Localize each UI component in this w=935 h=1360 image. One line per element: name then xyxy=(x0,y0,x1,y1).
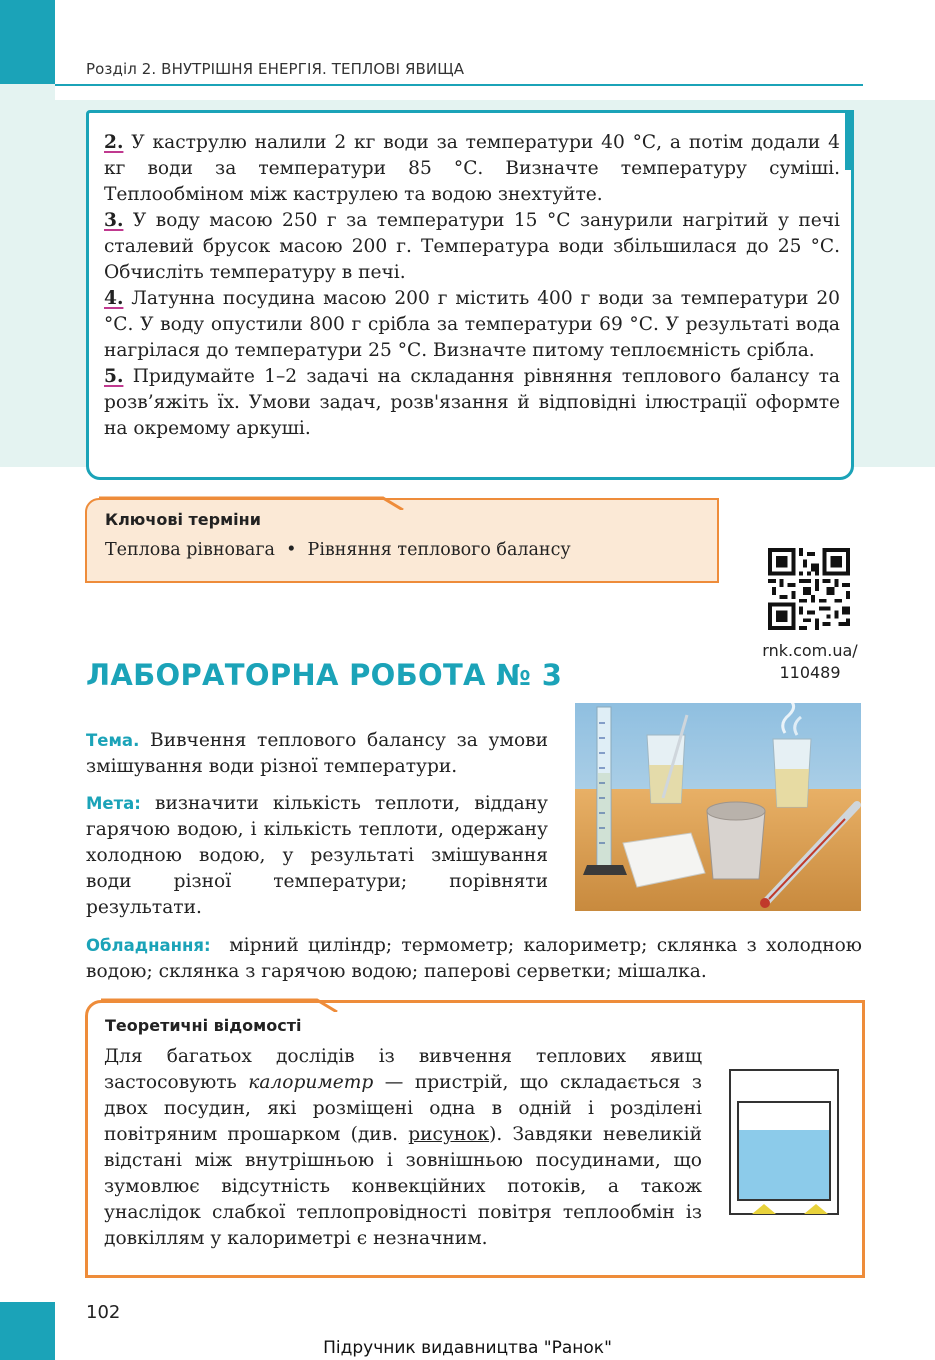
header-corner-tab xyxy=(0,0,55,84)
exercise-text: Придумайте 1–2 задачі на складання рівняння теплового балансу та розв’яжіть їх. Умови задач, розв'язання й відповідні ілюстрації оформте на окремому аркуші. xyxy=(104,366,840,439)
exercise-number: 2. xyxy=(104,132,124,153)
publisher-credit: Підручник видавництва "Ранок" xyxy=(323,1338,612,1358)
key-terms-tab-edge xyxy=(85,494,725,510)
topic-text: Вивчення теплового балансу за умови змішування води різної температури. xyxy=(86,730,548,777)
key-terms-title: Ключові терміни xyxy=(105,510,261,529)
section-title: Розділ 2. ВНУТРІШНЯ ЕНЕРГІЯ. ТЕПЛОВІ ЯВИЩА xyxy=(86,60,465,78)
exercise-text: Латунна посудина масою 200 г містить 400 г води за температури 20 °С. У воду опустили 800 г срібла за температури 69 °С. У результаті вода нагрілася до температури 25 °С. Визначте питому теплоємність срібла. xyxy=(104,288,840,361)
exercise-item xyxy=(104,208,840,286)
theory-text xyxy=(104,1044,702,1252)
lab-goal xyxy=(86,791,548,921)
exercise-text: У каструлю налили 2 кг води за температури 40 °С, а потім додали 4 кг води за температури 85 °С. Визначте температуру суміші. Теплообміном між каструлею та водою знехтуйте. xyxy=(104,132,840,205)
topic-label: Тема. xyxy=(86,731,140,750)
calorimeter-term: калориметр xyxy=(248,1072,374,1093)
lab-topic xyxy=(86,728,548,780)
key-terms-list xyxy=(105,540,571,560)
lab-equipment-photo xyxy=(575,703,861,911)
key-term: Теплова рівновага xyxy=(105,540,275,560)
qr-url-line: rnk.com.ua/ xyxy=(762,641,858,660)
qr-code-icon[interactable] xyxy=(768,548,850,630)
goal-text: визначити кількість теплоти, віддану гарячою водою, і кількість теплоти, одержану холодною водою, у результаті змішування води різної температури; порівняти результати. xyxy=(86,793,548,918)
exercise-item xyxy=(104,364,840,442)
equipment-text: мірний циліндр; термометр; калориметр; склянка з холодною водою; склянка з гарячою водою; паперові серветки; мішалка. xyxy=(86,935,862,982)
theory-text-part: ). Завдяки невеликій відстані між внутрішньою і зовнішньою посудинами, що зумовлює відсутність конвекційних потоків, а також унаслідок слабкої теплопровідності повітря теплообмін із довкіллям у калориметрі є незначним. xyxy=(104,1124,702,1249)
exercise-item xyxy=(104,286,840,364)
exercise-text: У воду масою 250 г за температури 15 °С занурили нагрітий у печі сталевий брусок масою 200 г. Температура води збільшилася до 25 °С. Обчисліть температуру в печі. xyxy=(104,210,840,283)
page-number: 102 xyxy=(86,1302,121,1323)
exercise-number: 4. xyxy=(104,288,124,309)
theory-title: Теоретичні відомості xyxy=(105,1016,302,1035)
exercise-item xyxy=(104,130,840,208)
header-rule xyxy=(55,84,863,86)
lab-equipment xyxy=(86,933,862,985)
bullet-separator: • xyxy=(286,540,297,560)
qr-url-line: 110489 xyxy=(779,663,841,682)
qr-link[interactable] xyxy=(760,640,860,684)
calorimeter-diagram xyxy=(728,1068,840,1216)
equipment-label: Обладнання: xyxy=(86,936,211,955)
exercise-number: 3. xyxy=(104,210,124,231)
theory-text-part: — пристрій, що складається з двох посудин, які розміщені одна в одній і розділені повітряним прошарком (див. xyxy=(104,1072,702,1145)
exercises-list xyxy=(104,130,840,442)
figure-link[interactable]: рисунок xyxy=(408,1124,490,1145)
goal-label: Мета: xyxy=(86,794,141,813)
theory-text-part: Для багатьох дослідів із вивчення теплових явищ застосовують xyxy=(104,1046,702,1093)
lab-title: ЛАБОРАТОРНА РОБОТА № 3 xyxy=(86,658,563,692)
theory-tab-edge xyxy=(85,996,865,1012)
key-term: Рівняння теплового балансу xyxy=(307,540,571,560)
exercise-number: 5. xyxy=(104,366,124,387)
